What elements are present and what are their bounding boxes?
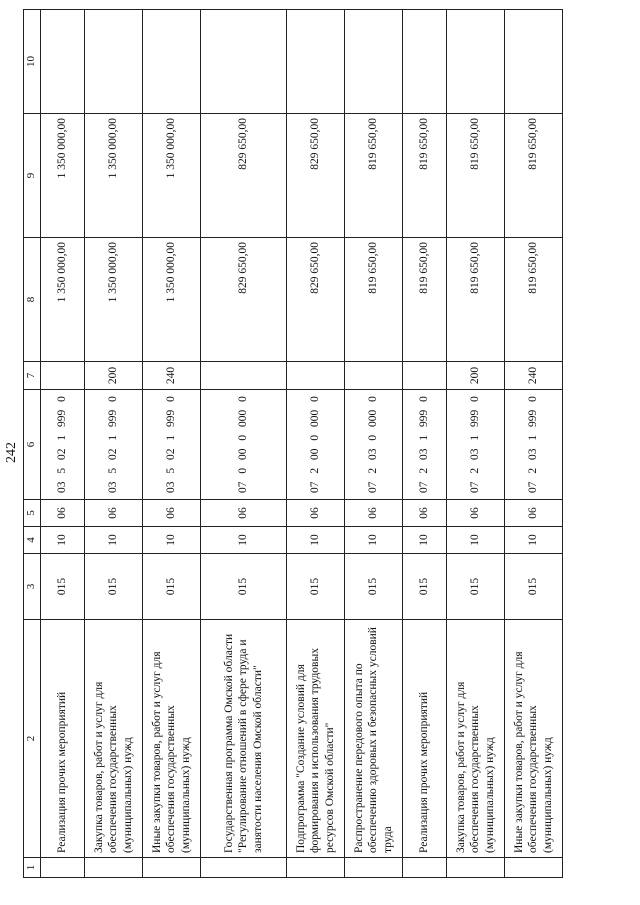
subsection-code-cell: 06 <box>345 500 403 527</box>
header-cell: 7 <box>24 362 41 390</box>
amount-cell: 819 650,00 <box>505 114 563 238</box>
amount-cell: 1 350 000,00 <box>143 238 201 362</box>
row-number-cell <box>447 858 505 878</box>
table-row <box>287 10 345 878</box>
row-number-cell <box>287 858 345 878</box>
amount-cell: 829 650,00 <box>287 114 345 238</box>
row-name-cell: Реализация прочих мероприятий <box>403 620 447 858</box>
amount-cell <box>201 10 287 114</box>
amount-cell: 819 650,00 <box>447 114 505 238</box>
section-code-cell: 10 <box>403 527 447 554</box>
row-name-cell: Подпрограмма "Создание условий для формирования и использования трудовых ресурсов Омской области" <box>287 620 345 858</box>
ministry-code-cell: 015 <box>447 554 505 620</box>
header-cell: 9 <box>24 114 41 238</box>
section-code-cell: 10 <box>505 527 563 554</box>
amount-cell <box>85 10 143 114</box>
row-number-cell <box>143 858 201 878</box>
amount-cell <box>403 10 447 114</box>
amount-cell: 829 650,00 <box>201 114 287 238</box>
expense-type-cell: 240 <box>143 362 201 390</box>
subsection-code-cell: 06 <box>505 500 563 527</box>
amount-cell <box>287 10 345 114</box>
ministry-code-cell: 015 <box>345 554 403 620</box>
row-name-cell: Закупка товаров, работ и услуг для обеспечения государственных (муниципальных) нужд <box>85 620 143 858</box>
target-article-cell: 07 2 00 0 000 0 <box>287 390 345 500</box>
page-number: 242 <box>4 442 19 463</box>
table-row <box>403 10 447 878</box>
expense-type-cell <box>403 362 447 390</box>
table-row <box>143 10 201 878</box>
amount-cell: 1 350 000,00 <box>85 114 143 238</box>
amount-cell: 1 350 000,00 <box>41 114 85 238</box>
subsection-code-cell: 06 <box>403 500 447 527</box>
target-article-cell: 07 2 03 1 999 0 <box>447 390 505 500</box>
amount-cell: 1 350 000,00 <box>143 114 201 238</box>
subsection-code-cell: 06 <box>41 500 85 527</box>
amount-cell: 819 650,00 <box>447 238 505 362</box>
table-row <box>41 10 85 878</box>
section-code-cell: 10 <box>287 527 345 554</box>
target-article-cell: 07 2 03 1 999 0 <box>505 390 563 500</box>
amount-cell: 819 650,00 <box>403 114 447 238</box>
amount-cell: 829 650,00 <box>201 238 287 362</box>
row-name-cell: Государственная программа Омской области "Регулирование отношений в сфере труда и занятости населения Омской области" <box>201 620 287 858</box>
expense-type-cell <box>41 362 85 390</box>
section-code-cell: 10 <box>41 527 85 554</box>
amount-cell: 819 650,00 <box>345 114 403 238</box>
ministry-code-cell: 015 <box>201 554 287 620</box>
expense-type-cell: 200 <box>447 362 505 390</box>
ministry-code-cell: 015 <box>41 554 85 620</box>
section-code-cell: 10 <box>201 527 287 554</box>
target-article-cell: 03 5 02 1 999 0 <box>143 390 201 500</box>
table-row <box>345 10 403 878</box>
section-code-cell: 10 <box>143 527 201 554</box>
amount-cell: 819 650,00 <box>345 238 403 362</box>
subsection-code-cell: 06 <box>143 500 201 527</box>
amount-cell <box>345 10 403 114</box>
target-article-cell: 07 2 03 1 999 0 <box>403 390 447 500</box>
expense-type-cell: 240 <box>505 362 563 390</box>
header-cell: 3 <box>24 554 41 620</box>
expense-type-cell <box>287 362 345 390</box>
row-name-cell: Распространение передового опыта по обеспечению здоровых и безопасных условий труда <box>345 620 403 858</box>
table-row <box>505 10 563 878</box>
target-article-cell: 03 5 02 1 999 0 <box>85 390 143 500</box>
table-row <box>447 10 505 878</box>
amount-cell <box>41 10 85 114</box>
subsection-code-cell: 06 <box>85 500 143 527</box>
section-code-cell: 10 <box>345 527 403 554</box>
ministry-code-cell: 015 <box>505 554 563 620</box>
header-cell: 1 <box>24 858 41 878</box>
amount-cell <box>505 10 563 114</box>
amount-cell: 819 650,00 <box>403 238 447 362</box>
header-cell: 2 <box>24 620 41 858</box>
subsection-code-cell: 06 <box>287 500 345 527</box>
header-cell: 5 <box>24 500 41 527</box>
subsection-code-cell: 06 <box>447 500 505 527</box>
ministry-code-cell: 015 <box>143 554 201 620</box>
table-row <box>85 10 143 878</box>
header-row <box>24 10 41 878</box>
header-cell: 6 <box>24 390 41 500</box>
expense-type-cell: 200 <box>85 362 143 390</box>
amount-cell: 829 650,00 <box>287 238 345 362</box>
ministry-code-cell: 015 <box>403 554 447 620</box>
table-row <box>201 10 287 878</box>
budget-table <box>23 9 563 878</box>
section-code-cell: 10 <box>85 527 143 554</box>
section-code-cell: 10 <box>447 527 505 554</box>
header-cell: 4 <box>24 527 41 554</box>
row-number-cell <box>403 858 447 878</box>
ministry-code-cell: 015 <box>287 554 345 620</box>
amount-cell <box>447 10 505 114</box>
row-number-cell <box>505 858 563 878</box>
row-number-cell <box>345 858 403 878</box>
row-name-cell: Иные закупки товаров, работ и услуг для обеспечения государственных (муниципальных) нужд <box>143 620 201 858</box>
ministry-code-cell: 015 <box>85 554 143 620</box>
target-article-cell: 03 5 02 1 999 0 <box>41 390 85 500</box>
row-number-cell <box>201 858 287 878</box>
amount-cell: 819 650,00 <box>505 238 563 362</box>
target-article-cell: 07 0 00 0 000 0 <box>201 390 287 500</box>
header-cell: 8 <box>24 238 41 362</box>
amount-cell: 1 350 000,00 <box>85 238 143 362</box>
header-cell: 10 <box>24 10 41 114</box>
row-number-cell <box>41 858 85 878</box>
row-name-cell: Иные закупки товаров, работ и услуг для обеспечения государственных (муниципальных) нужд <box>505 620 563 858</box>
amount-cell: 1 350 000,00 <box>41 238 85 362</box>
expense-type-cell <box>345 362 403 390</box>
expense-type-cell <box>201 362 287 390</box>
row-number-cell <box>85 858 143 878</box>
amount-cell <box>143 10 201 114</box>
subsection-code-cell: 06 <box>201 500 287 527</box>
row-name-cell: Закупка товаров, работ и услуг для обеспечения государственных (муниципальных) нужд <box>447 620 505 858</box>
target-article-cell: 07 2 03 0 000 0 <box>345 390 403 500</box>
row-name-cell: Реализация прочих мероприятий <box>41 620 85 858</box>
